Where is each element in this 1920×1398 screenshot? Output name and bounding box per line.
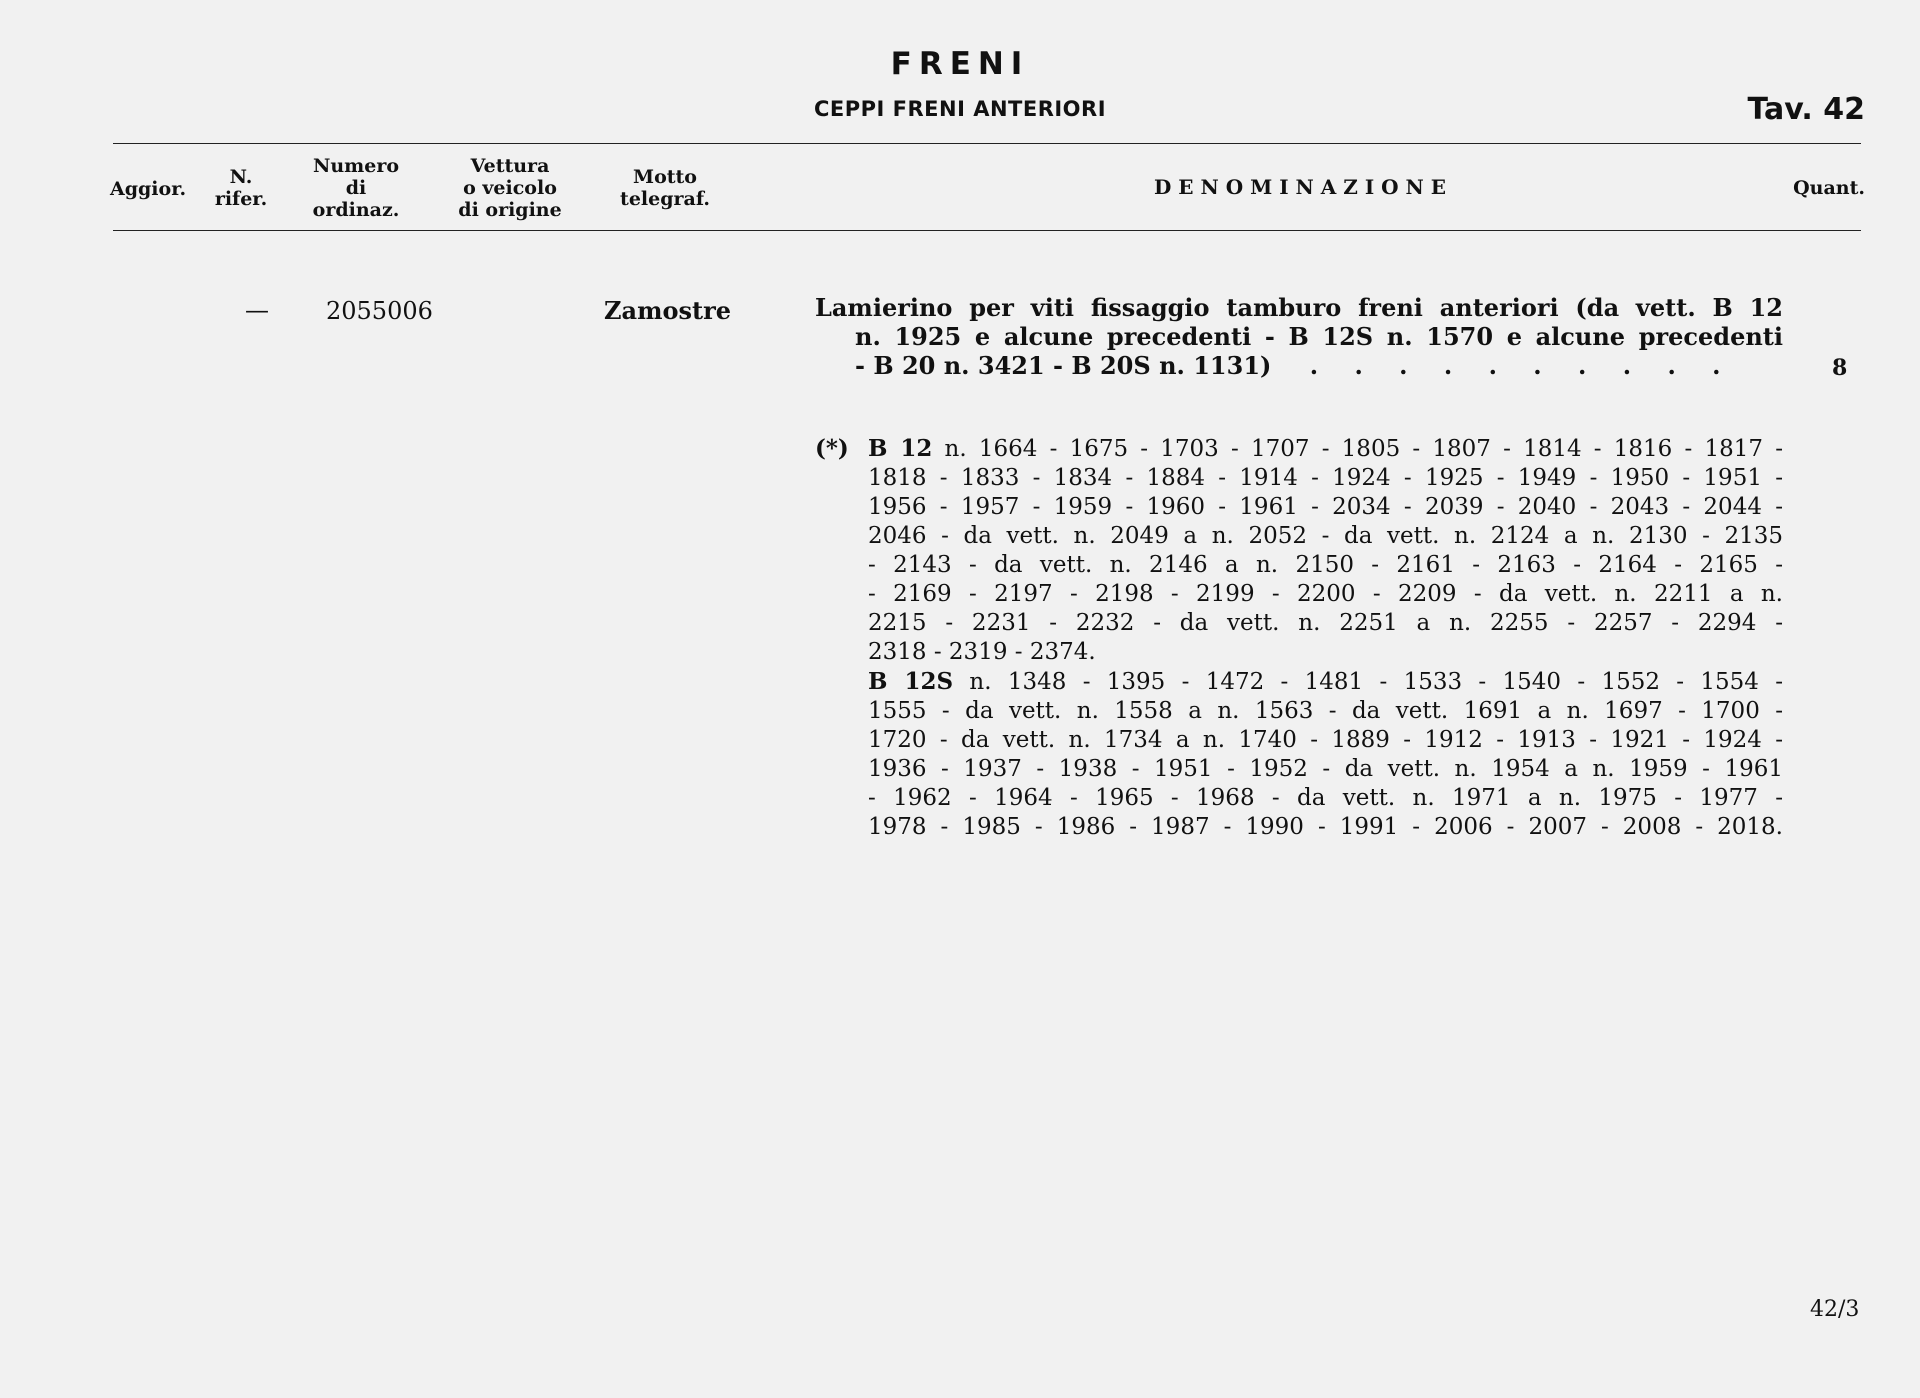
note-line: 1818 - 1833 - 1834 - 1884 - 1914 - 1924 - 1925 - 1949 - 1950 - 1951 - <box>868 465 1783 491</box>
header-top-rule <box>113 143 1861 144</box>
page-title: FRENI <box>890 46 1030 82</box>
description-line-text: - B 20 n. 3421 - B 20S n. 1131) <box>855 351 1272 380</box>
description-line: n. 1925 e alcune precedenti - B 12S n. 1570 e alcune precedenti <box>855 322 1783 351</box>
note-line: 2215 - 2231 - 2232 - da vett. n. 2251 a n. 2255 - 2257 - 2294 - <box>868 610 1783 636</box>
note-line: - 1962 - 1964 - 1965 - 1968 - da vett. n. 1971 a n. 1975 - 1977 - <box>868 785 1783 811</box>
note-line: 1978 - 1985 - 1986 - 1987 - 1990 - 1991 - 2006 - 2007 - 2008 - 2018. <box>868 814 1783 840</box>
entry-numero: 2055006 <box>326 297 433 325</box>
entry-quantity: 8 <box>1832 355 1848 381</box>
note-line: - 2169 - 2197 - 2198 - 2199 - 2200 - 2209 - da vett. n. 2211 a n. <box>868 581 1783 607</box>
note-line: 2046 - da vett. n. 2049 a n. 2052 - da vett. n. 2124 a n. 2130 - 2135 <box>868 523 1783 549</box>
col-denominazione: D E N O M I N A Z I O N E <box>1153 175 1447 199</box>
page-number: 42/3 <box>1810 1297 1860 1322</box>
note-line: 2318 - 2319 - 2374. <box>868 639 1096 665</box>
entry-rifer: — <box>245 296 269 324</box>
note-body <box>868 434 1783 842</box>
note-line: B 12 n. 1664 - 1675 - 1703 - 1707 - 1805 - 1807 - 1814 - 1816 - 1817 - <box>868 435 1783 462</box>
note-line: 1555 - da vett. n. 1558 a n. 1563 - da vett. 1691 a n. 1697 - 1700 - <box>868 698 1783 724</box>
description-line: Lamierino per viti fissaggio tamburo freni anteriori (da vett. B 12 <box>815 293 1783 322</box>
leader-dots: . . . . . . . . . . <box>1309 351 1735 380</box>
note-line: B 12S n. 1348 - 1395 - 1472 - 1481 - 1533 - 1540 - 1552 - 1554 - <box>868 668 1783 695</box>
note-line: 1936 - 1937 - 1938 - 1951 - 1952 - da vett. n. 1954 a n. 1959 - 1961 <box>868 756 1783 782</box>
col-motto: Motto telegraf. <box>620 166 710 210</box>
col-n-rifer: N. rifer. <box>214 166 268 210</box>
header-bottom-rule <box>113 230 1861 231</box>
col-vettura: Vettura o veicolo di origine <box>458 155 562 221</box>
model-b12: B 12 <box>868 435 933 462</box>
col-quant: Quant. <box>1793 177 1865 199</box>
col-numero-ordinaz: Numero di ordinaz. <box>312 155 400 221</box>
table-label: Tav. 42 <box>1747 92 1865 127</box>
model-b12s: B 12S <box>868 668 954 695</box>
entry-motto: Zamostre <box>604 296 731 325</box>
note-marker: (*) <box>815 435 849 462</box>
description-line <box>815 351 1783 380</box>
entry-description <box>815 293 1783 380</box>
col-aggior: Aggior. <box>110 178 187 200</box>
applicability-note <box>815 434 1783 842</box>
page-subtitle: CEPPI FRENI ANTERIORI <box>813 97 1107 121</box>
note-line: 1720 - da vett. n. 1734 a n. 1740 - 1889 - 1912 - 1913 - 1921 - 1924 - <box>868 727 1783 753</box>
note-line: - 2143 - da vett. n. 2146 a n. 2150 - 2161 - 2163 - 2164 - 2165 - <box>868 552 1783 578</box>
note-line: 1956 - 1957 - 1959 - 1960 - 1961 - 2034 - 2039 - 2040 - 2043 - 2044 - <box>868 494 1783 520</box>
